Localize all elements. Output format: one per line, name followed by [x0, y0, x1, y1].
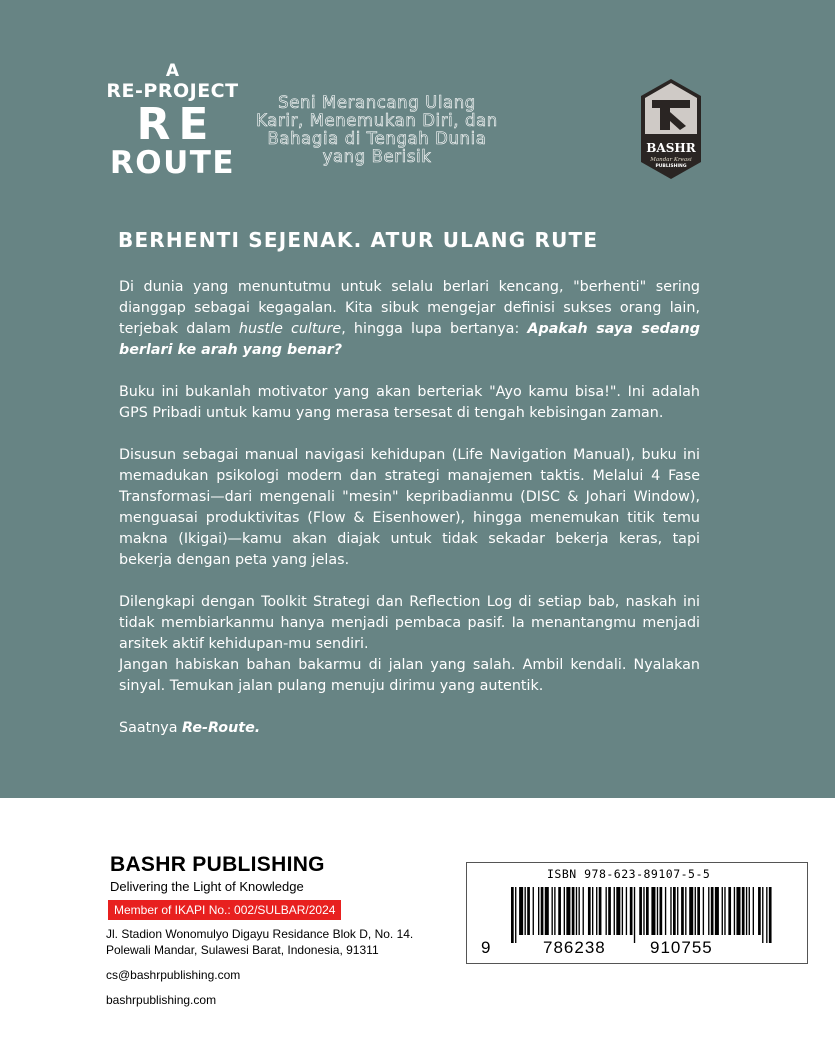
barcode-right-digits: 910755 — [650, 938, 713, 957]
title-line-1: RE — [136, 99, 217, 150]
title-line-2: ROUTE — [109, 145, 236, 181]
paragraph-6: Saatnya Re-Route. — [119, 720, 261, 736]
ikapi-member-badge: Member of IKAPI No.: 002/SULBAR/2024 — [108, 900, 341, 920]
paragraph-2: Buku ini bukanlah motivator yang akan berteriak "Ayo kamu bisa!". Ini adalah GPS Pribadi untuk kamu yang merasa tersesat di tengah kebisingan zaman. — [119, 384, 700, 421]
barcode-left-digits: 786238 — [543, 938, 606, 957]
series-title-block — [100, 61, 245, 181]
logo-tagline: Mandar Kreasi — [650, 157, 692, 163]
paragraph-3: Disusun sebagai manual navigasi kehidupan (Life Navigation Manual), buku ini memadukan psikologi modern dan strategi manajemen taktis. Melalui 4 Fase Transformasi—dari mengenali "mesin" kepribadianmu (DISC & Johari Window), menguasai produktivitas (Flow & Eisenhower), hingga menemukan titik temu makna (Ikigai)—kamu akan diajak untuk tidak sekadar bekerja keras, tapi bekerja dengan peta yang jelas. — [119, 447, 700, 568]
book-subtitle: Seni Merancang Ulang Karir, Menemukan Diri, dan Bahagia di Tengah Dunia yang Berisik — [256, 93, 498, 166]
isbn-label: ISBN 978-623-89107-5-5 — [547, 867, 711, 881]
series-name: RE-PROJECT — [106, 80, 239, 102]
logo-subtext: PUBLISHING — [655, 164, 687, 169]
series-prefix: A — [165, 61, 180, 81]
publisher-name: BASHR PUBLISHING — [110, 853, 325, 876]
paragraph-1: Di dunia yang menuntutmu untuk selalu berlari kencang, "berhenti" sering dianggap sebagai kegagalan. Kita sibuk mengejar definisi sukses orang lain, terjebak dalam hustle culture, hingga lupa bertanya: Apakah saya sedang berlari ke arah yang benar? — [119, 279, 700, 358]
barcode-bars-icon — [511, 887, 773, 943]
publisher-tagline: Delivering the Light of Knowledge — [110, 879, 304, 894]
logo-wordmark: BASHR — [646, 141, 696, 155]
publisher-email: cs@bashrpublishing.com — [106, 968, 241, 982]
publisher-address: Jl. Stadion Wonomulyo Digayu Residance Blok D, No. 14. Polewali Mandar, Sulawesi Barat, Indonesia, 91311 — [106, 927, 414, 957]
barcode-first-digit: 9 — [481, 938, 491, 957]
bashr-logo-icon — [640, 78, 702, 180]
bashr-logo — [640, 78, 702, 180]
isbn-barcode — [466, 862, 808, 964]
paragraph-5: Jangan habiskan bahan bakarmu di jalan yang salah. Ambil kendali. Nyalakan sinyal. Temukan jalan pulang menuju dirimu yang autentik. — [119, 657, 700, 694]
blurb-heading: BERHENTI SEJENAK. ATUR ULANG RUTE — [118, 228, 599, 252]
paragraph-4: Dilengkapi dengan Toolkit Strategi dan Reflection Log di setiap bab, naskah ini tidak membiarkanmu hanya menjadi pembaca pasif. Ia menantangmu menjadi arsitek aktif kehidupan-mu sendiri. — [119, 594, 700, 652]
publisher-website: bashrpublishing.com — [106, 993, 217, 1007]
blurb-body — [119, 277, 700, 760]
